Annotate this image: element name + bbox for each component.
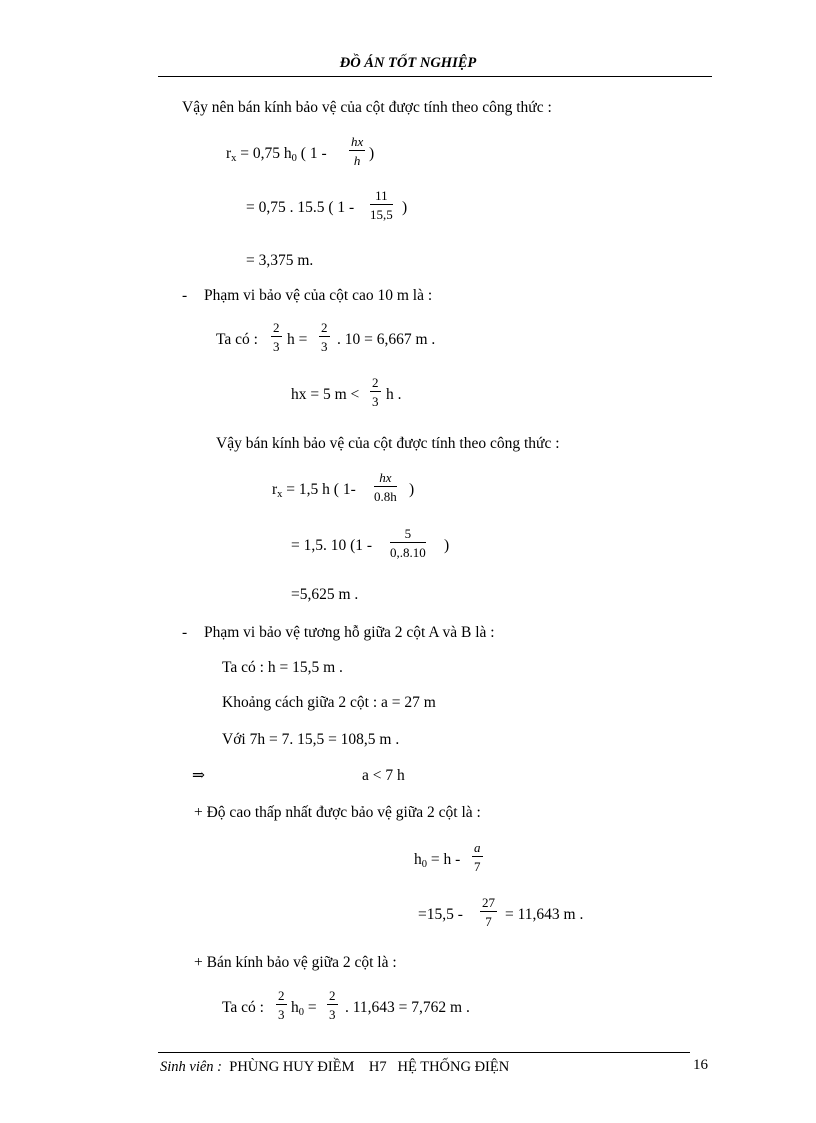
- fraction-11-over-15-5: 11 15,5: [370, 188, 393, 222]
- footer-label: Sinh viên :: [160, 1059, 223, 1075]
- formula-h0: $h_0 = h$ -: [414, 851, 461, 870]
- taco-line-1: Ta có :: [216, 331, 258, 348]
- footer-rule: [158, 1052, 690, 1053]
- intro-text-2: Vậy bán kính bảo vệ của cột được tính theo công thức :: [216, 435, 560, 452]
- footer-student-name: PHÙNG HUY ĐIỀM: [229, 1059, 355, 1075]
- hx-line: hx = 5 m <: [291, 386, 360, 403]
- implies-arrow: ⇒: [192, 767, 205, 784]
- formula-rx-1-close: ): [369, 145, 375, 162]
- footer-student-info: [160, 1060, 509, 1075]
- formula-rx-2: $r_x = 1,5$ h ( 1-: [272, 481, 356, 500]
- result-1: = 3,375 m.: [246, 252, 314, 269]
- line-7h: Với 7h = 7. 15,5 = 108,5 m .: [222, 731, 400, 748]
- taco-line-2-mid: $h_0$ =: [291, 999, 317, 1018]
- formula-rx-2-close: ): [409, 481, 415, 498]
- calc-line-3-suffix: = 11,643 m .: [505, 906, 584, 923]
- calc-line-1: = 0,75 . 15.5 ( 1 -: [246, 199, 355, 216]
- line-h-value: Ta có : h = 15,5 m .: [222, 659, 343, 676]
- fraction-2-3-c: 2 3: [372, 375, 379, 409]
- header-rule: [158, 76, 712, 77]
- bullet-dash-2: -: [182, 624, 188, 641]
- fraction-2-3-d: 2 3: [278, 988, 285, 1022]
- calc-line-1-close: ): [402, 199, 408, 216]
- plus-line-2: + Bán kính bảo vệ giữa 2 cột là :: [194, 954, 397, 971]
- calc-line-2: = 1,5. 10 (1 -: [291, 537, 373, 554]
- calc-line-2-close: ): [444, 537, 450, 554]
- line-distance-a: Khoảng cách giữa 2 cột : a = 27 m: [222, 694, 436, 711]
- calc-line-3: =15,5 -: [418, 906, 463, 923]
- fraction-5-over-0-8-10: 5 0,.8.10: [390, 526, 426, 560]
- hx-line-suffix: h .: [386, 386, 402, 403]
- formula-rx-1: $r_x = 0,75$ $h_0$ ( 1 -: [226, 145, 327, 164]
- fraction-hx-over-0-8h: hx 0.8h: [374, 470, 397, 504]
- intro-text-1: Vậy nên bán kính bảo vệ của cột được tính theo công thức :: [182, 99, 552, 116]
- bullet-text-1: Phạm vi bảo vệ của cột cao 10 m là :: [204, 287, 433, 304]
- taco-line-2-suffix: . 11,643 = 7,762 m .: [345, 999, 470, 1016]
- taco-line-1-mid: h =: [287, 331, 308, 348]
- taco-line-2: Ta có :: [222, 999, 264, 1016]
- bullet-text-2: Phạm vi bảo vệ tương hỗ giữa 2 cột A và B là :: [204, 624, 495, 641]
- plus-line-1: + Độ cao thấp nhất được bảo vệ giữa 2 cột là :: [194, 804, 481, 821]
- fraction-2-3-b: 2 3: [321, 320, 328, 354]
- taco-line-1-suffix: . 10 = 6,667 m .: [337, 331, 436, 348]
- fraction-27-over-7: 27 7: [482, 895, 495, 929]
- footer-class: H7: [368, 1059, 387, 1075]
- bullet-dash-1: -: [182, 287, 188, 304]
- fraction-2-3-a: 2 3: [273, 320, 280, 354]
- fraction-hx-over-h: hx h: [351, 134, 364, 168]
- result-2: =5,625 m .: [291, 586, 359, 603]
- fraction-2-3-e: 2 3: [329, 988, 336, 1022]
- page-number: 16: [693, 1057, 708, 1073]
- implies-text: a < 7 h: [362, 767, 405, 784]
- page-header-title: ĐỒ ÁN TỐT NGHIỆP: [339, 55, 477, 71]
- fraction-a-over-7: a 7: [474, 840, 481, 874]
- footer-department: HỆ THỐNG ĐIỆN: [397, 1059, 510, 1075]
